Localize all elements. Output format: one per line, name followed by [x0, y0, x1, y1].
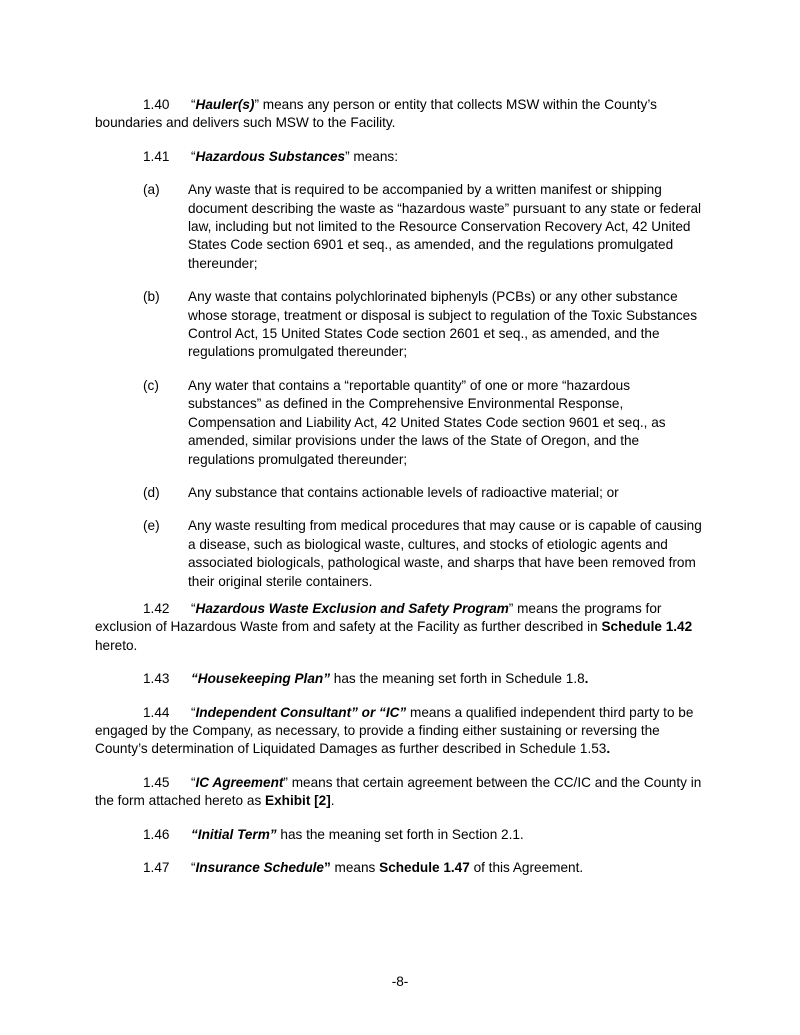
schedule-reference: Schedule 1.42: [601, 619, 693, 635]
definition-1-41: 1.41 “Hazardous Substances” means:: [95, 148, 707, 166]
definition-1-42: 1.42 “Hazardous Waste Exclusion and Safety Program” means the programs for exclusion of Hazardous Waste from and safety at the Facility as further described in Schedule 1.42 hereto.: [95, 600, 693, 653]
document-page: [95, 96, 707, 892]
section-number: 1.45: [143, 774, 170, 790]
defined-term: “Initial Term”: [191, 826, 277, 842]
definition-1-43: 1.43 “Housekeeping Plan” has the meaning set forth in Schedule 1.8.: [95, 670, 707, 688]
defined-term: IC Agreement: [195, 774, 284, 790]
defined-term: Hazardous Substances: [195, 148, 346, 164]
defined-term: “Housekeeping Plan”: [191, 671, 330, 687]
list-item-d: [95, 484, 707, 502]
page-number: -8-: [391, 974, 409, 989]
definition-1-47: 1.47 “Insurance Schedule” means Schedule 1.47 of this Agreement.: [95, 859, 707, 877]
list-item-c: [95, 377, 707, 469]
schedule-reference: Schedule 1.47: [379, 860, 470, 875]
list-item-e: [95, 517, 707, 591]
list-label: (a): [143, 182, 160, 198]
list-item-a: [95, 181, 707, 273]
list-text: Any waste that is required to be accompanied by a written manifest or shipping document describing the waste as “hazardous waste” pursuant to any state or federal law, including but not limited to the Resource Conservation Recovery Act, 42 United States Code section 6901 et seq., as amended, and the regulations promulgated thereunder;: [188, 182, 702, 271]
definition-1-46: 1.46 “Initial Term” has the meaning set forth in Section 2.1.: [95, 826, 707, 844]
definition-1-45: 1.45 “IC Agreement” means that certain agreement between the CC/IC and the County in the form attached hereto as Exhibit [2].: [95, 774, 702, 809]
defined-term: Insurance Schedule: [195, 860, 324, 875]
list-text: Any waste that contains polychlorinated biphenyls (PCBs) or any other substance whose storage, treatment or disposal is subject to regulation of the Toxic Substances Control Act, 15 United States Code section 2601 et seq., as amended, and the regulations promulgated thereunder;: [188, 289, 698, 360]
section-number: 1.42: [143, 600, 170, 616]
list-label: (c): [143, 377, 159, 393]
list-label: (d): [143, 484, 160, 500]
section-number: 1.43: [143, 671, 170, 687]
list-text: Any water that contains a “reportable quantity” of one or more “hazardous substances” as defined in the Comprehensive Environmental Response, Compensation and Liability Act, 42 United States Code section 9601 et seq., as amended, similar provisions under the laws of the State of Oregon, and the regulations promulgated thereunder;: [188, 377, 666, 467]
section-number: 1.40: [143, 97, 170, 112]
list-label: (b): [143, 289, 160, 305]
definition-1-40: 1.40 “Hauler(s)” means any person or entity that collects MSW within the County’s boundaries and delivers such MSW to the Facility.: [95, 97, 657, 131]
list-item-b: [95, 288, 707, 362]
section-number: 1.44: [143, 704, 170, 720]
list-text: Any substance that contains actionable levels of radioactive material; or: [188, 484, 619, 500]
list-text: Any waste resulting from medical procedures that may cause or is capable of causing a disease, such as biological waste, cultures, and stocks of etiologic agents and associated biologicals, pathological waste, and sharps that have been removed from their original sterile containers.: [188, 518, 702, 589]
exhibit-reference: Exhibit [2]: [265, 793, 331, 809]
defined-term: Hauler(s): [195, 97, 255, 112]
section-number: 1.46: [143, 826, 170, 842]
defined-term: Hazardous Waste Exclusion and Safety Program: [195, 600, 509, 616]
list-label: (e): [143, 518, 160, 534]
definition-1-44: 1.44 “Independent Consultant” or “IC” means a qualified independent third party to be engaged by the Company, as necessary, to provide a finding either sustaining or reversing the County’s determination of Liquidated Damages as further described in Schedule 1.53.: [95, 704, 694, 757]
section-number: 1.47: [143, 860, 170, 875]
defined-term: Independent Consultant” or “IC”: [195, 704, 407, 720]
section-number: 1.41: [143, 148, 170, 164]
